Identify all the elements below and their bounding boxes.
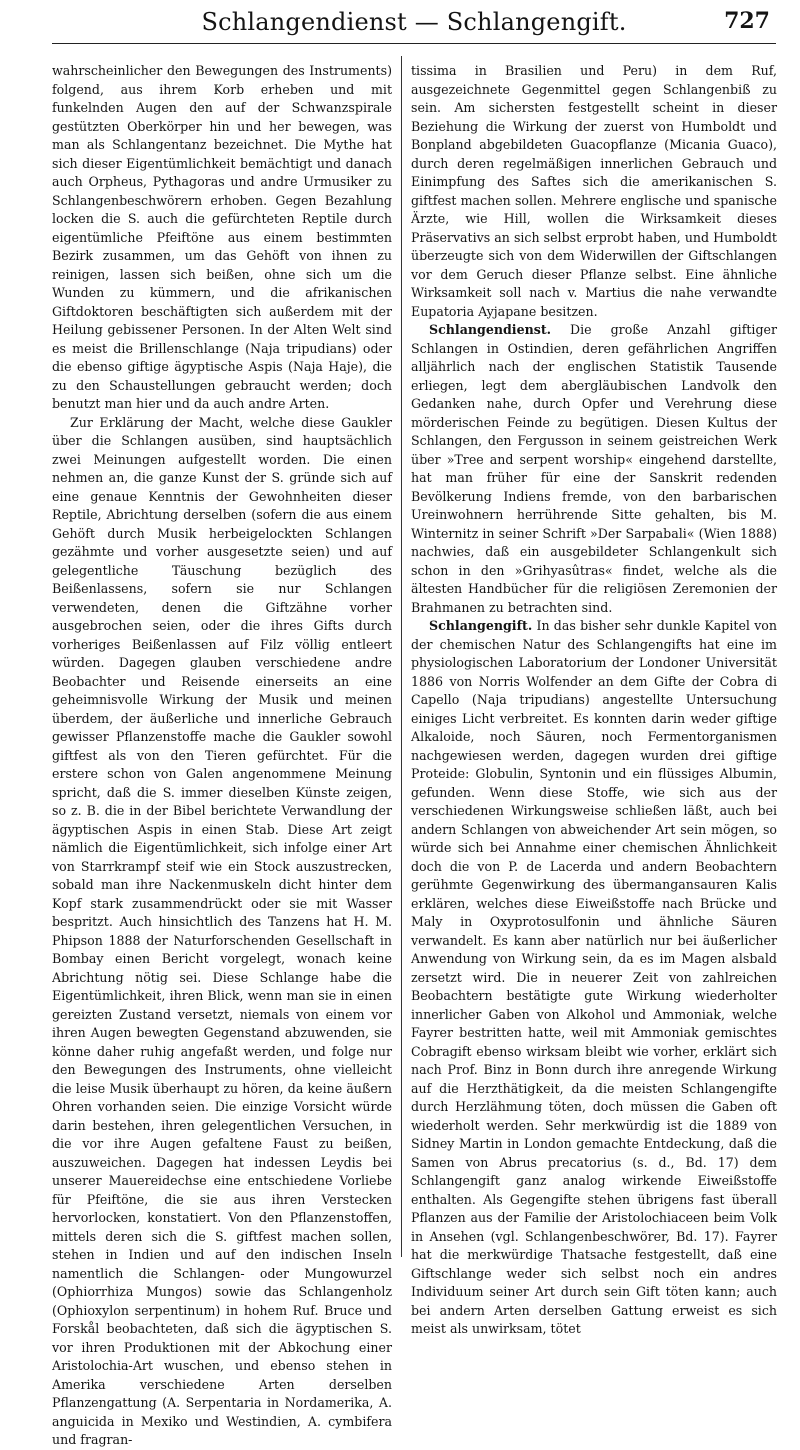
- entry-schlangendienst: [411, 321, 777, 617]
- header-rule: [52, 43, 776, 44]
- left-paragraph-2: Zur Erklärung der Macht, welche diese Gaukler über die Schlangen ausüben, sind hauptsächlich zwei Meinungen aufgestellt worden. Die einen nehmen an, die ganze Kunst der S. gründe sich auf eine genaue Kenntnis der Gewohnheiten dieser Reptile, Abrichtung derselben (sofern die aus einem Gehöft durch Musik herbeigelockten Schlangen gezähmte und vorher ausgesetzte seien) und auf gelegentliche Täuschung bezüglich des Beißenlassens, sofern sie nur Schlangen verwendeten, denen die Giftzähne vorher ausgebrochen seien, oder die ihres Gifts durch vorheriges Beißenlassen auf Filz völlig entleert würden. Dagegen glauben verschiedene andre Beobachter und Reisende einerseits an eine geheimnisvolle Wirkung der Musik und meinen überdem, der äußerliche und innerliche Gebrauch gewisser Pflanzenstoffe mache die Gaukler sowohl giftfest als von den Tieren gefürchtet. Für die erstere schon von Galen angenommene Meinung spricht, daß die S. immer dieselben Künste zeigen, so z. B. die in der Bibel berichtete Verwandlung der ägyptischen Aspis in einen Stab. Diese Art zeigt nämlich die Eigentümlichkeit, sich infolge einer Art von Starrkrampf steif wie ein Stock auszustrecken, sobald man ihre Nackenmuskeln dicht hinter dem Kopf stark zusammendrückt oder sie mit Wasser bespritzt. Auch hinsichtlich des Tanzens hat H. M. Phipson 1888 der Naturforschenden Gesellschaft in Bombay einen Bericht vorgelegt, wonach keine Abrichtung nötig sei. Diese Schlange habe die Eigentümlichkeit, ihren Blick, wenn man sie in einen gereizten Zustand versetzt, niemals von einem vor ihren Augen bewegten Gegenstand abzuwenden, sie könne daher ruhig angefaßt werden, und folge nur den Bewegungen des Instruments, ohne vielleicht die leise Musik überhaupt zu hören, da keine äußern Ohren vorhanden seien. Die einzige Vorsicht würde darin bestehen, ihren gelegentlichen Versuchen, in die vor ihre Augen gefaltene Faust zu beißen, auszuweichen. Dagegen hat indessen Leydis bei unserer Mauereidechse eine entschiedene Vorliebe für Pfeiftöne, die sie aus ihren Verstecken hervorlocken, konstatiert. Von den Pflanzenstoffen, mittels deren sich die S. giftfest machen sollen, stehen in Indien und auf den indischen Inseln namentlich die Schlangen- oder Mungowurzel (Ophiorrhiza Mungos) sowie das Schlangenholz (Ophioxylon serpentinum) in hohem Ruf. Bruce und Forskål beobachteten, daß sich die ägyptischen S. vor ihren Produktionen mit der Abkochung einer Aristolochia-Art wuschen, und ebenso stehen in Amerika verschiedene Arten derselben Pflanzengattung (A. Serpentaria in Nordamerika, A. anguicida in Mexiko und Westindien, A. cymbifera und fragran-: [52, 414, 392, 1447]
- right-paragraph-1: tissima in Brasilien und Peru) in dem Ruf, ausgezeichnete Gegenmittel gegen Schlangenbiß zu sein. Am sichersten festgestellt scheint in dieser Beziehung die Wirkung der zuerst von Humboldt und Bonpland abgebildeten Guacopflanze (Micania Guaco), durch deren regelmäßigen innerlichen Gebrauch und Einimpfung des Saftes sich die amerikanischen S. giftfest machen sollen. Mehrere englische und spanische Ärzte, wie Hill, wollen die Wirksamkeit dieses Präservativs an sich selbst erprobt haben, und Humboldt überzeugte sich von dem Widerwillen der Giftschlangen vor dem Geruch dieser Pflanze selbst. Eine ähnliche Wirksamkeit soll nach v. Martius die nahe verwandte Eupatoria Ayjapane besitzen.: [411, 63, 777, 319]
- column-divider: [401, 56, 402, 1257]
- running-title: Schlangendienst — Schlangengift.: [201, 8, 627, 36]
- running-header: [58, 6, 770, 42]
- headword-schlangendienst: Schlangendienst.: [429, 322, 552, 337]
- entry-schlangendienst-text: Die große Anzahl giftiger Schlangen in Ostindien, deren gefährlichen Angriffen alljährlich nach der englischen Statistik Tausende erliegen, legt dem abergläubischen Landvolk den Gedanken nahe, durch Opfer und Verehrung diese mörderischen Feinde zu begütigen. Diesen Kultus der Schlangen, den Fergusson in seinem geistreichen Werk über »Tree and serpent worship« eingehend darstellte, hat man früher für eine der Sanskrit redenden Bevölkerung Indiens fremde, von den barbarischen Ureinwohnern herrührende Sitte gehalten, bis M. Winternitz in seiner Schrift »Der Sarpabali« (Wien 1888) nachwies, daß ein ausgebildeter Schlangenkult sich schon in den »Grihyasûtras« findet, welche als die ältesten Handbücher für die religiösen Zeremonien der Brahmanen zu betrachten sind.: [411, 322, 777, 615]
- headword-schlangengift: Schlangengift.: [429, 618, 533, 633]
- left-column: [52, 62, 392, 1450]
- entry-schlangengift: [411, 617, 777, 1339]
- left-paragraph-1: wahrscheinlicher den Bewegungen des Instruments) folgend, aus ihrem Korb erheben und mit funkelnden Augen den auf der Schwanzspirale gestützten Oberkörper hin und her bewegen, was man als Schlangentanz bezeichnet. Die Mythe hat sich dieser Eigentümlichkeit bemächtigt und danach auch Orpheus, Pythagoras und andre Urmusiker zu Schlangenbeschwörern erhoben. Gegen Bezahlung locken die S. auch die gefürchteten Reptile durch eigentümliche Pfeiftöne aus einem bestimmten Bezirk zusammen, um das Gehöft von ihnen zu reinigen, lassen sich beißen, ohne sich um die Wunden zu kümmern, und die afrikanischen Giftdoktoren beschäftigten sich außerdem mit der Heilung gebissener Personen. In der Alten Welt sind es meist die Brillenschlange (Naja tripudians) oder die ebenso giftige ägyptische Aspis (Naja Haje), die zu den Schaustellungen gebraucht werden; doch benutzt man hier und da auch andre Arten.: [52, 63, 392, 411]
- right-column: [411, 62, 777, 1339]
- entry-schlangengift-text: In das bisher sehr dunkle Kapitel von der chemischen Natur des Schlangengifts hat eine im physiologischen Laboratorium der Londoner Universität 1886 von Norris Wolfender an dem Gifte der Cobra di Capello (Naja tripudians) angestellte Untersuchung einiges Licht verbreitet. Es konnten darin weder giftige Alkaloide, noch Säuren, noch Fermentorganismen nachgewiesen werden, dagegen wurden drei giftige Proteide: Globulin, Syntonin und ein flüssiges Albumin, gefunden. Wenn diese Stoffe, wie sich aus der verschiedenen Wirkungsweise schließen läßt, auch bei andern Schlangen von abweichender Art sein mögen, so würde sich bei Annahme einer chemischen Ähnlichkeit doch die von P. de Lacerda und andern Beobachtern gerühmte Gegenwirkung des übermangansauren Kalis erklären, welches diese Eiweißstoffe nach Brücke und Maly in Oxyprotosulfonin und ähnliche Säuren verwandelt. Es kann aber natürlich nur bei äußerlicher Anwendung von Wirkung sein, da es im Magen alsbald zersetzt wird. Die in neuerer Zeit von zahlreichen Beobachtern bestätigte gute Wirkung wiederholter innerlicher Gaben von Alkohol und Ammoniak, welche Fayrer bestritten hatte, weil mit Ammoniak gemischtes Cobragift ebenso wirksam bleibt wie vorher, erklärt sich nach Prof. Binz in Bonn durch ihre anregende Wirkung auf die Herzthätigkeit, da die meisten Schlangengifte durch Herzlähmung töten, doch müssen die Gaben oft wiederholt werden. Sehr merkwürdig ist die 1889 von Sidney Martin in London gemachte Entdeckung, daß die Samen von Abrus precatorius (s. d., Bd. 17) dem Schlangengift ganz analog wirkende Eiweißstoffe enthalten. Als Gegengifte stehen übrigens fast überall Pflanzen aus der Familie der Aristolochiaceen beim Volk in Ansehen (vgl. Schlangenbeschwörer, Bd. 17). Fayrer hat die merkwürdige Thatsache festgestellt, daß eine Giftschlange weder sich selbst noch ein andres Individuum seiner Art durch sein Gift töten kann; auch bei andern Arten derselben Gattung erweist es sich meist als unwirksam, tötet: [411, 618, 777, 1336]
- page-number: 727: [724, 8, 770, 34]
